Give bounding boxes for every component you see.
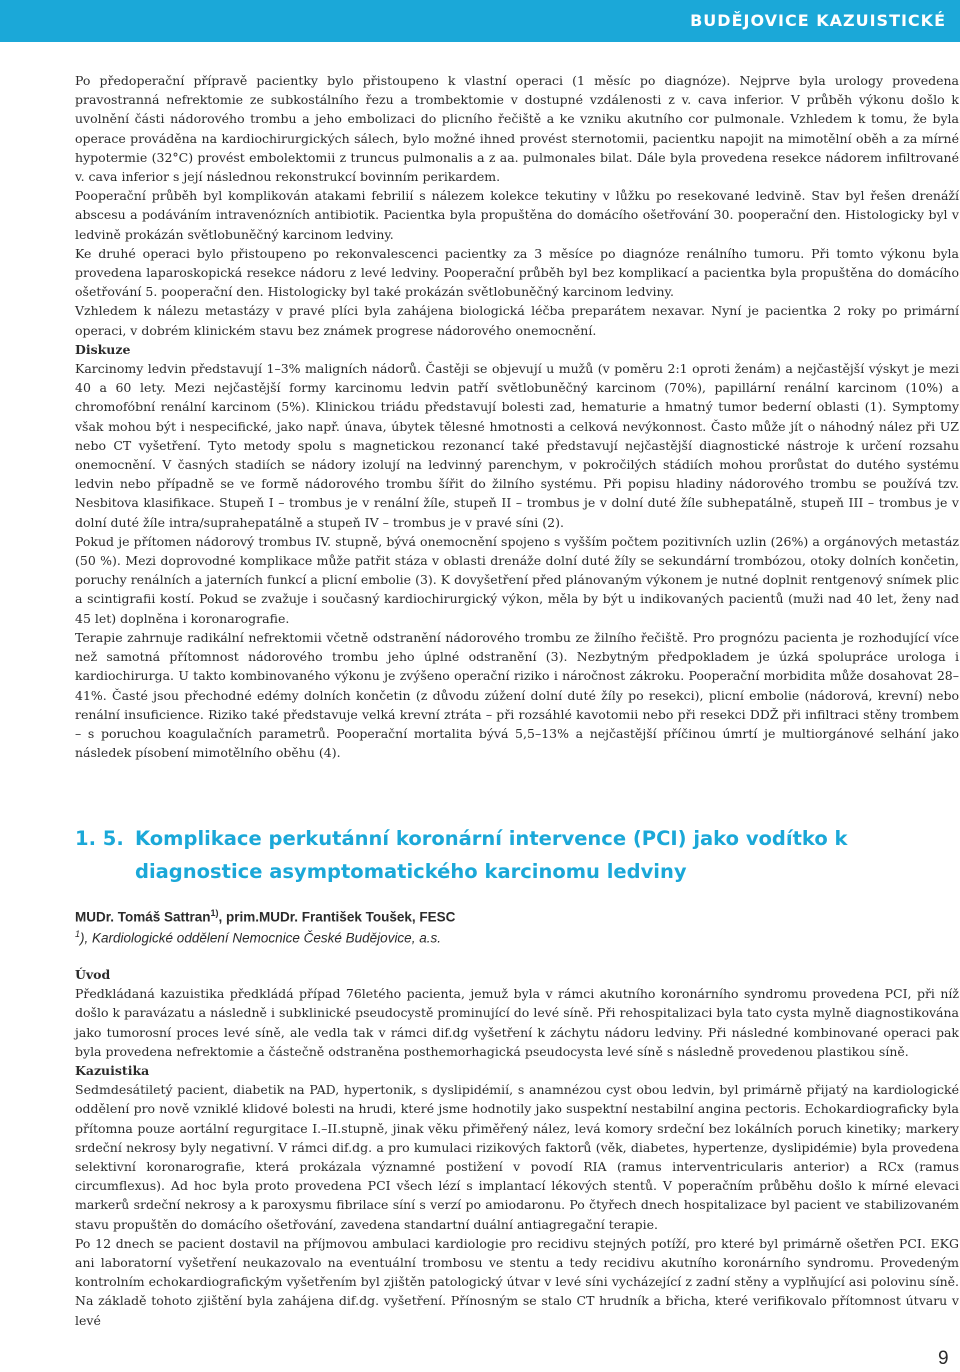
intro-heading: Úvod — [75, 967, 111, 982]
paragraph: Vzhledem k nálezu metastázy v pravé plíci byla zahájena biologická léčba preparátem nexavar. Nyní je pacientka 2 roky po primární operaci, v dobrém klinickém stavu bez známek progrese nádorového onemocnění. — [75, 303, 959, 338]
paragraph: Terapie zahrnuje radikální nefrektomii včetně odstranění nádorového trombu ze žilního řečiště. Pro prognózu pacienta je rozhodující více než samotná přítomnost nádorového trombu jeho úplné odstranění (3). Nezbytným předpokladem je úzká spolupráce urologa i kardiochirurga. U takto kombinovaného výkonu je zvýšeno operační riziko i náročnost zákroku. Pooperační morbidita může dosahovat 28–41%. Časté jsou přechodné edémy dolních končetin (z důvodu zúžení dolní duté žíly po resekci), plicní embolie (nádorová, krevní) nebo renální insuficience. Riziko také představuje velká krevní ztráta – při rozsáhlé kavotomii nebo při resekci DDŽ při infiltraci stěny trombem – s poruchou koagulačních parametrů. Pooperační mortalita bývá 5,5–13% a nejčastější příčinou úmrtí je multiorgánové selhání jako následek písobení mimotělního oběhu (4). — [75, 629, 959, 761]
author-rest: , prim.MUDr. František Toušek, FESC — [218, 909, 456, 925]
case-continuation — [75, 71, 959, 762]
authors-line — [75, 908, 955, 925]
affiliation-superscript: 1 — [75, 929, 81, 939]
paragraph: Karcinomy ledvin představují 1–3% maligních nádorů. Častěji se objevují u mužů (v poměru 2:1 oproti ženám) a nejčastější výskyt je mezi 40 a 60 lety. Mezi nejčastější formy karcinomu ledvin patří světlobuněčný karcinom (70%), papillární renální karcinom (10%) a chromofóbní renální karcinom (5%). Klinickou triádu představují bolesti zad, hematurie a hmatný tumor bederní oblasti (1). Symptomy však mohou být i nespecifické, jako např. únava, úbytek tělesné hmotnosti a celková nevýkonnost. Často může jít o náhodný nález při UZ nebo CT vyšetření. Tyto metody spolu s magnetickou rezonancí také představují nejčastější diagnostické nástroje k určení rozsahu onemocnění. V časných stadiích se nádory izolují na ledvinný parenchym, v pokročilých stádiích mohou prorůstat do dutého systému ledvin nebo případně se ve formě nádorového trombu šířit do žilního systému. Při popisu hladiny nádorového trombu se používá tzv. Nesbitova klasifikace. Stupeň I – trombus je v renální žíle, stupeň II – trombus je v dolní duté žíle subhepatálně, stupeň III – trombus je v dolní duté žíle intra/suprahepatálně a stupeň IV – trombus je v pravé síni (2). — [75, 361, 959, 530]
paragraph: Sedmdesátiletý pacient, diabetik na PAD, hypertonik, s dyslipidémií, s anamnézou cyst obou ledvin, byl primárně přijatý na kardiologické oddělení pro nově vzniklé klidové bolesti na hrudi, které jsme hodnotily jako suspektní nestabilní angina pectoris. Echokardiograficky byla přítomna pouze aortální regurgitace I.–II.stupně, jinak věku přiměřený nález, levá komory srdeční bez lokálních poruch kinetiky; markery srdeční nekrosy byly negativní. V rámci dif.dg. a pro kumulaci rizikových faktorů (věk, diabetes, hypertenze, dyslipidémie) byla provedena selektivní koronarografie, která prokázala významné postižení v povodí RIA (ramus interventricularis anterior) a RCx (ramus circumflexus). Ad hoc byla proto provedena PCI všech lézí s implantací lékových stentů. V poperačním průběhu došlo k mírné elevaci markerů srdeční nekrosy a k paroxysmu fibrilace síní s verzí po amiodaronu. Po čtyřech dnech hospitalizace byl pacient ve stabilizovaném stavu propuštěn do domácího ošetřování, zavedena standartní duální antiagregační terapie. — [75, 1082, 959, 1232]
section-number: 1. 5. — [75, 827, 124, 850]
paragraph: Pokud je přítomen nádorový trombus IV. stupně, bývá onemocnění spojeno s vyšším počtem pozitivních uzlin (26%) a orgánových metastáz (50 %). Mezi doprovodné komplikace může patřit stáza v oblasti drenáže dolní duté žíly se sekundární trombózou, otoky dolních končetin, poruchy renálních a jaterních funkcí a plicní embolie (3). K dovyšetření před plánovaným výkonem je nutné doplnit rentgenový snímek plic a scintigrafii kostí. Pokud se zvažuje i současný kardiochirurgický výkon, měla by být u indikovaných pacientů (muži nad 40 let, ženy nad 45 let) doplněna i koronarografie. — [75, 533, 959, 626]
author-name: MUDr. Tomáš Sattran — [75, 909, 211, 925]
journal-title: BUDĚJOVICE KAZUISTICKÉ — [690, 11, 946, 30]
affiliation-line — [75, 929, 955, 946]
paragraph: Po předoperační přípravě pacientky bylo přistoupeno k vlastní operaci (1 měsíc po diagnóze). Nejprve byla urology provedena pravostranná nefrektomie ze subkostálního řezu a trombektomie v dostupné vzdálenosti z v. cava inferior. V průběh výkonu došlo k uvolnění části nádorového trombu a jeho embolizaci do plicního řečiště a ke vzniku akutního cor pulmonale. Vzhledem k tomu, že byla operace prováděna na kardiochirurgických sálech, bylo možné ihned provést sternotomii, pacientku napojit na mimotělní oběh a za mírné hypotermie (32°C) provést embolektomii z truncus pulmonalis a z aa. pulmonales bilat. Dále byla provedena resekce nádorem infiltrované v. cava inferior s její následnou rekonstrukcí bovinním perikardem. — [75, 73, 959, 185]
case-report-body — [75, 965, 959, 1330]
header-bar — [0, 0, 960, 42]
paragraph: Předkládaná kazuistika předkládá případ 76letého pacienta, jemuž byla v rámci akutního koronárního syndromu provedena PCI, při níž došlo k paravázatu a následně i subklinické pseudocystě prominující do levé síně. Při rehospitalizaci byla tato cysta mylně diagnostikována jako tumorosní proces levé síně, ale vedla tak v rámci dif.dg vyšetření k záchytu nádoru ledviny. Při následné kombinované operaci pak byla provedena nefrektomie a částečně odstraněna posthemorhagická pseudocysta levé síně s následně provedenou plastikou síně. — [75, 986, 959, 1059]
paragraph: Ke druhé operaci bylo přistoupeno po rekonvalescenci pacientky za 3 měsíce po diagnóze renálního tumoru. Při tomto výkonu byla provedena laparoskopická resekce nádoru z levé ledviny. Pooperační průběh byl bez komplikací a pacientka byla propuštěna do domácího ošetřování 5. pooperační den. Histologicky byl také prokázán světlobuněčný karcinom ledviny. — [75, 245, 959, 300]
section-title — [75, 822, 955, 888]
author-superscript: 1) — [210, 908, 219, 918]
case-heading: Kazuistika — [75, 1063, 150, 1079]
paragraph: Pooperační průběh byl komplikován atakami febrilií s nálezem kolekce tekutiny v lůžku po resekované ledvině. Stav byl řešen drenáží abscesu a podáváním intravenózních antibiotik. Pacientka byla propuštěna do domácího ošetřování 30. pooperační den. Histologicky byl v ledvině prokázán světlobuněčný karcinom ledviny. — [75, 188, 959, 242]
page-number: 9 — [938, 1348, 949, 1369]
discussion-heading: Diskuze — [75, 341, 131, 357]
section-heading-text: Komplikace perkutánní koronární intervence (PCI) jako vodítko k diagnostice asymptomatického karcinomu ledviny — [135, 827, 848, 883]
paragraph: Po 12 dnech se pacient dostavil na příjmovou ambulaci kardiologie pro recidivu stejných potíží, pro které byl primárně ošetřen PCI. EKG ani laboratorní vyšetření neukazovalo na eventuální trombosu ve stentu a tedy recidivu akutního koronárního syndromu. Provedeným kontrolním echokardiografickým vyšetřením byl zjištěn patologický útvar v levé síni vycházející z zadní stěny a vyplňující asi polovinu síně. Na základě tohoto zjištění byla zahájena dif.dg. vyšetření. Přínosným se stalo CT hrudník a břicha, které verifikovalo přítomnost útvaru v levé — [75, 1235, 959, 1328]
affiliation-text: ), Kardiologické oddělení Nemocnice České Budějovice, a.s. — [80, 930, 441, 946]
